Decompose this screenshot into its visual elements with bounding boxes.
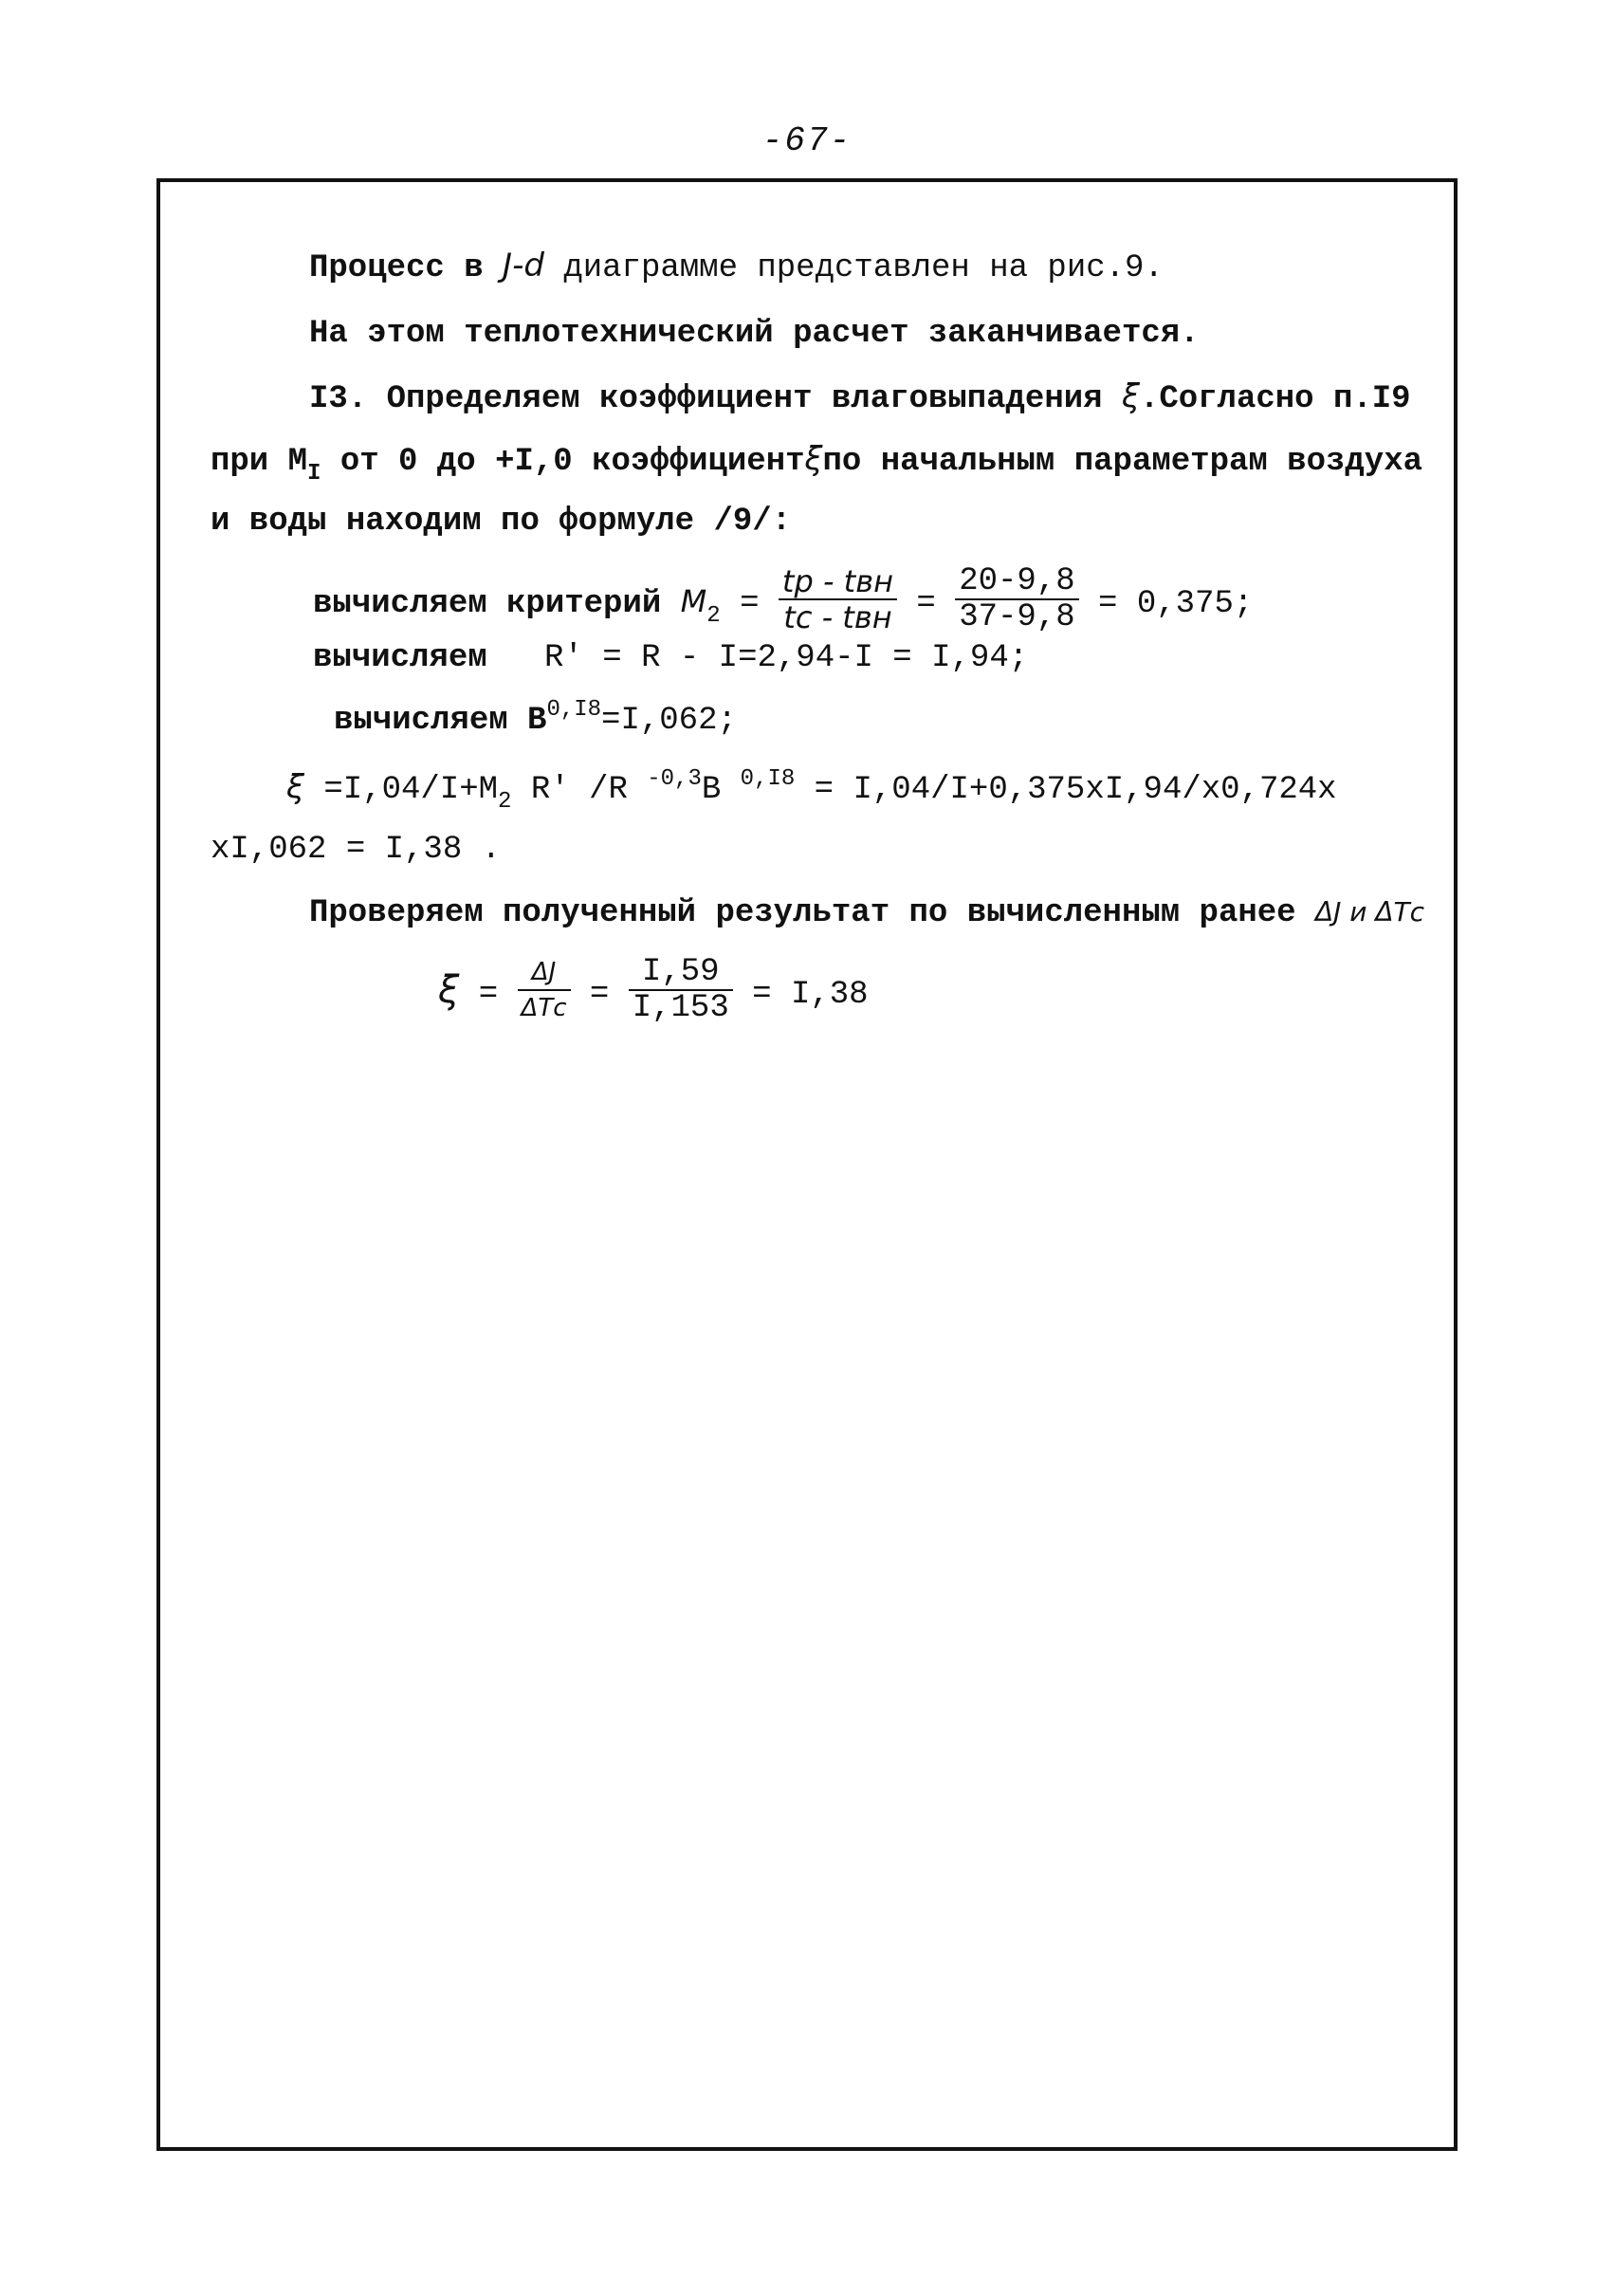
formula-r-prime: вычисляем R' = R - I=2,94-I = I,94; [313,640,1029,676]
text-line-check: Проверяем полученный результат по вычисленным ранее ΔJ и ΔTс [309,895,1425,931]
jd-symbol: J-d [503,247,544,285]
formula-m2: вычисляем критерий $M_2$ = $\frac{\text{tр - tвн}}{\text{tс - tвн}}$ = $\frac{20-9,8}{37-9,8}$ = 0,375; [313,563,1254,636]
fraction-m2: $\frac{\text{tр - tвн}}{\text{tс - tвн}}$ [779,564,897,634]
xi-symbol: ξ [438,968,460,1012]
text-line-2: На этом теплотехнический расчет заканчивается. [309,316,1200,352]
text-line-4: при $М_I$ от 0 до +I,0 коэффициентξпо начальным параметрам воздуха [211,440,1423,487]
text-line-3: I3. Определяем коэффициент влаговыпадения ξ.Согласно п.I9 [309,377,1411,417]
formula-xi: $\xi =I,04/I+М_2$ R' /R $^{-0,3}$B $^{0,I8}$ = I,04/I+0,375хI,94/х0,724х [286,766,1337,815]
fraction-m2-values: $\frac{20-9,8}{37-9,8}$ [955,564,1078,634]
page-number: -67- [761,121,853,160]
xi-symbol: ξ [1121,377,1140,415]
formula-xi-result: хI,062 = I,38 . [211,832,502,868]
text-line-5: и воды находим по формуле /9/: [211,504,792,540]
fraction-check-values: $\frac{I,59}{I,153}$ [629,955,733,1025]
text-line-1: Процесс в J-d диаграмме представлен на рис.9. [309,247,1164,286]
formula-b-power: вычисляем $B^{0,I8}=I,062$; [334,697,737,739]
xi-symbol: ξ [286,768,304,806]
xi-symbol: ξ [804,440,823,478]
fraction-check: $\frac{\Delta J}{\text{ΔTс}}$ [518,955,571,1025]
formula-check: ξ = $\frac{\Delta J}{\text{ΔTс}}$ = $\frac{I,59}{I,153}$ = I,38 [438,954,869,1027]
